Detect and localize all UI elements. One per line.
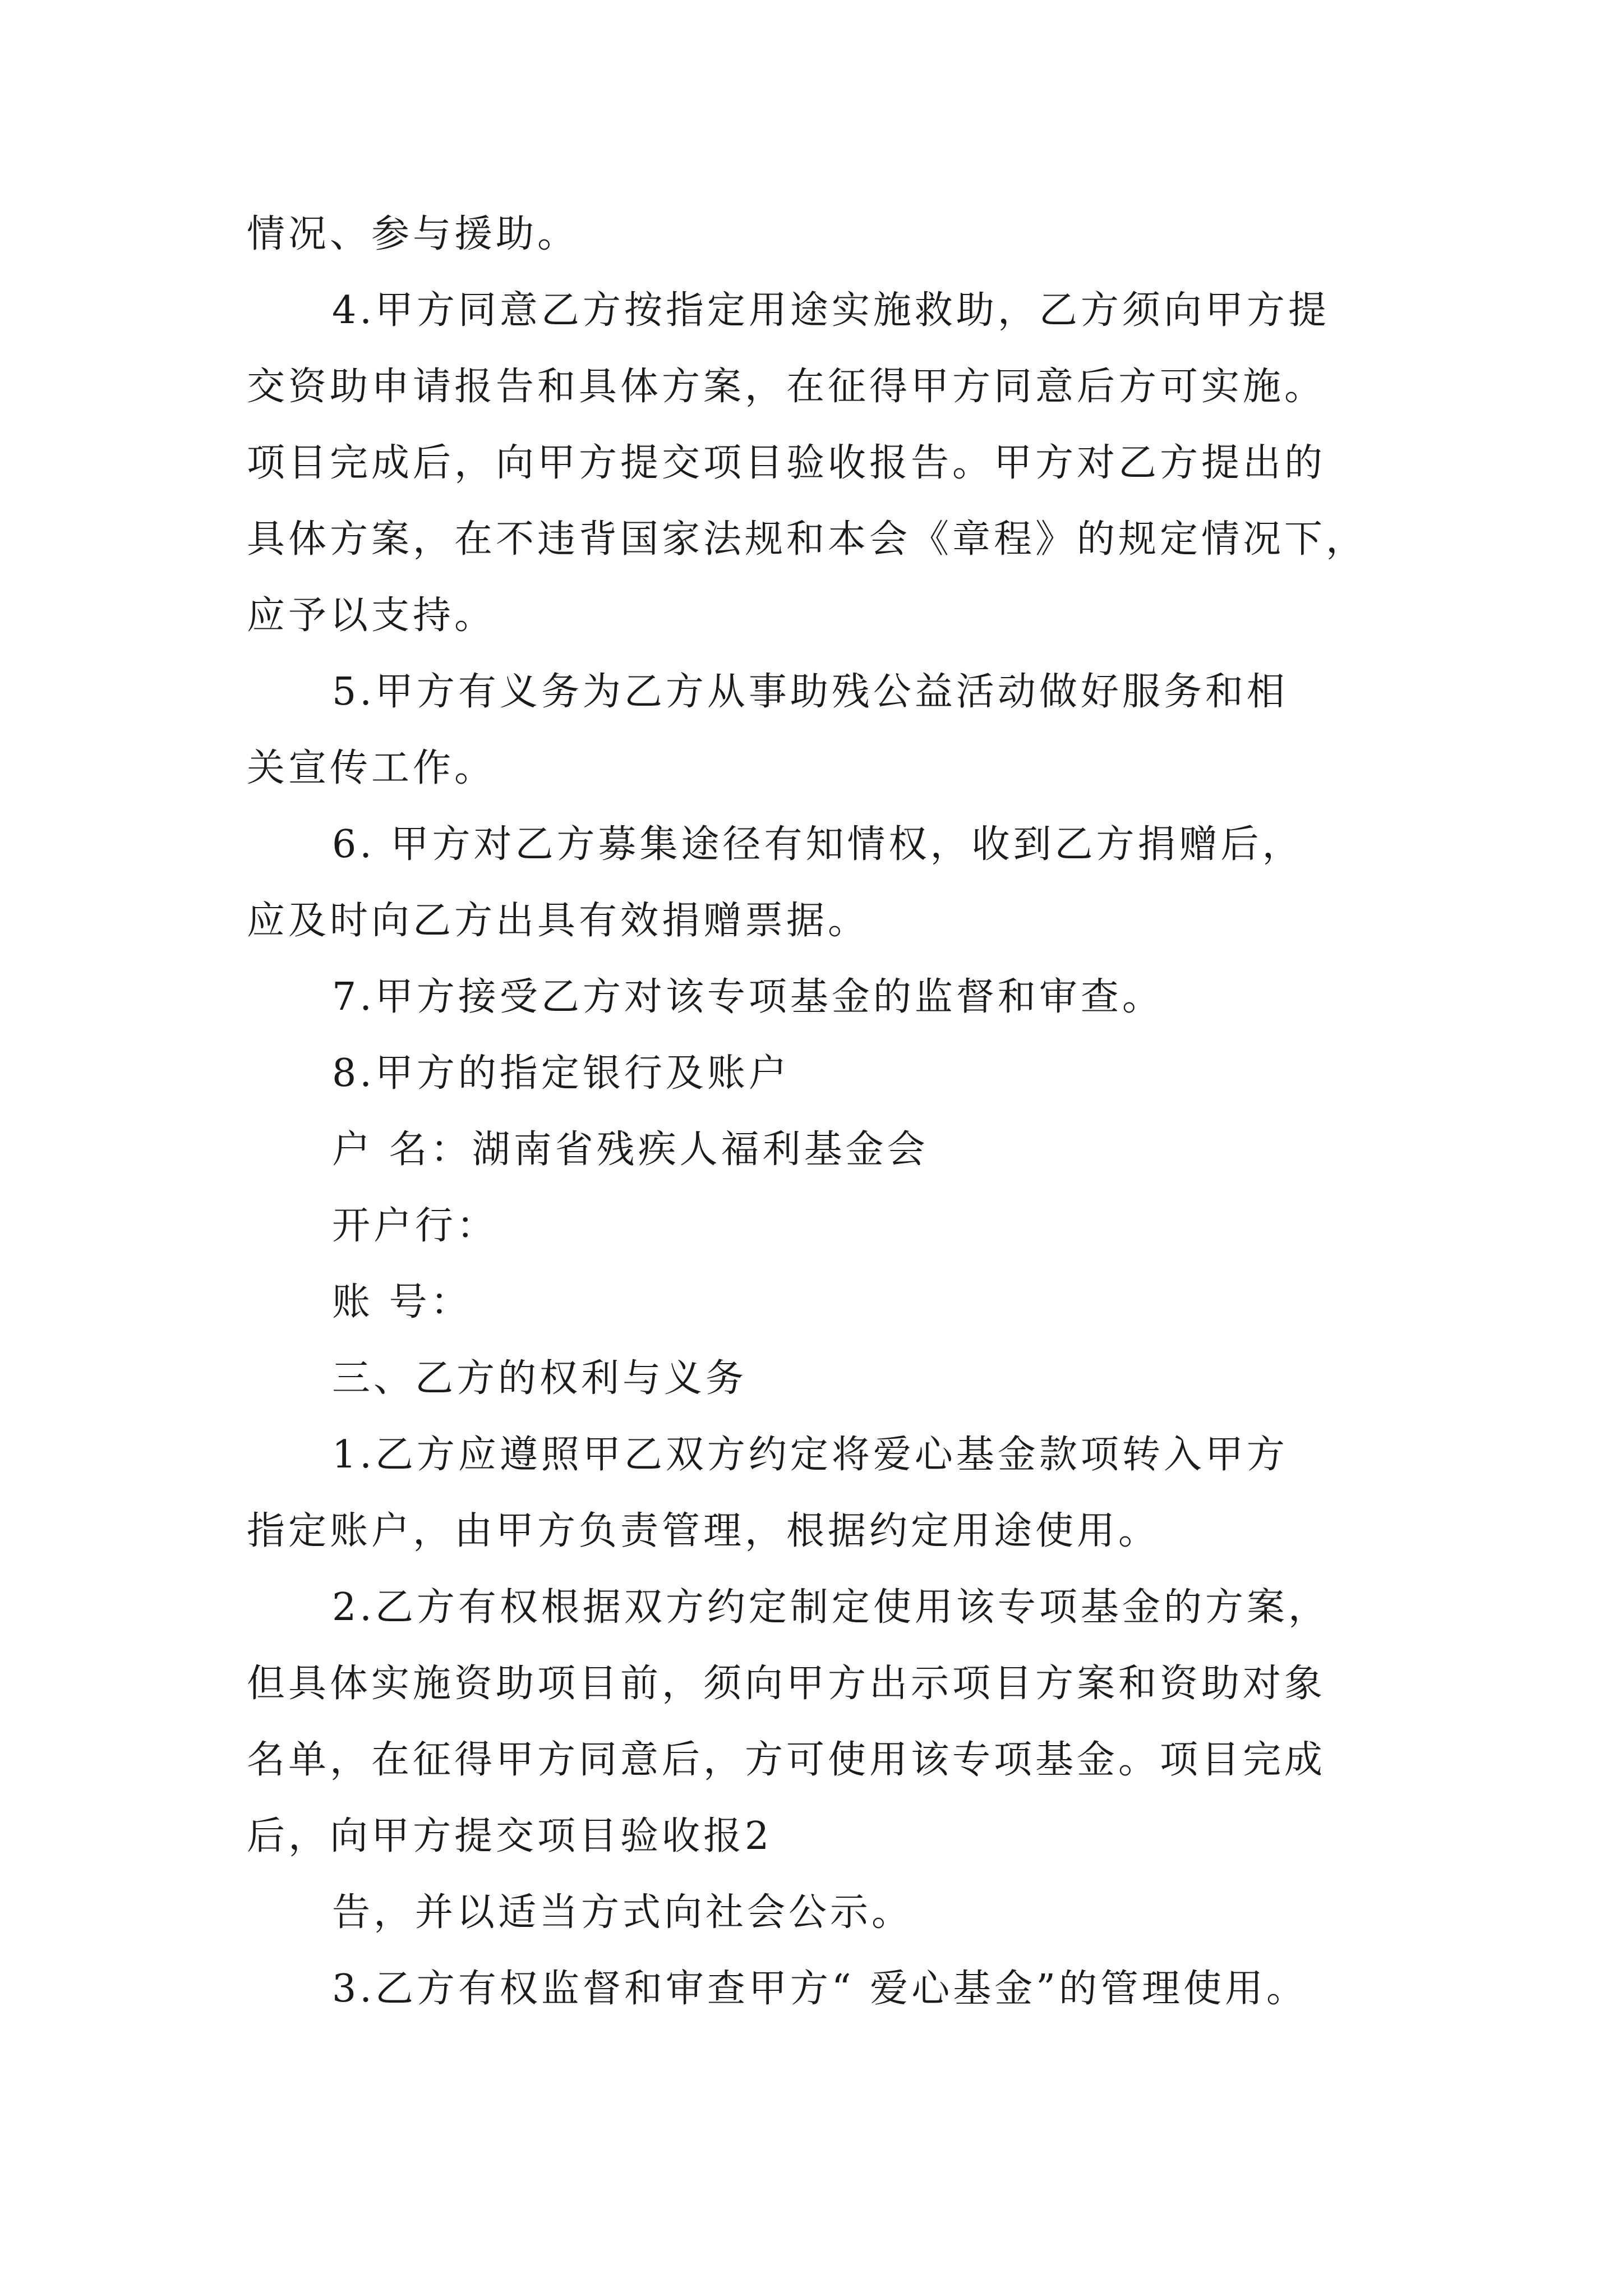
text-line: 但具体实施资助项目前，须向甲方出示项目方案和资助对象 — [247, 1662, 1326, 1706]
text-line: 8.甲方的指定银行及账户 — [332, 1051, 790, 1096]
text-line: 4.甲方同意乙方按指定用途实施救助，乙方须向甲方提 — [332, 288, 1330, 333]
text-line: 1.乙方应遵照甲乙双方约定将爱心基金款项转入甲方 — [332, 1433, 1288, 1477]
text-line: 告，并以适当方式向社会公示。 — [332, 1890, 914, 1935]
account-number-line: 账 号： — [332, 1280, 472, 1324]
text-line: 应予以支持。 — [247, 593, 496, 638]
document-body — [247, 196, 1402, 2027]
text-line: 指定账户，由甲方负责管理，根据约定用途使用。 — [247, 1509, 1160, 1553]
text-line: 项目完成后，向甲方提交项目验收报告。甲方对乙方提出的 — [247, 441, 1326, 485]
section-heading: 三、乙方的权利与义务 — [332, 1356, 748, 1401]
text-line: 关宣传工作。 — [247, 746, 496, 790]
text-line: 应及时向乙方出具有效捐赠票据。 — [247, 899, 870, 943]
text-line: 交资助申请报告和具体方案，在征得甲方同意后方可实施。 — [247, 365, 1326, 409]
text-line: 情况、参与援助。 — [247, 212, 579, 256]
bank-line: 开户行： — [332, 1204, 499, 1248]
text-line: 7.甲方接受乙方对该专项基金的监督和审查。 — [332, 975, 1164, 1019]
text-line: 2.乙方有权根据双方约定制定使用该专项基金的方案， — [332, 1585, 1330, 1630]
text-line: 3.乙方有权监督和审查甲方“ 爱心基金”的管理使用。 — [332, 1967, 1308, 2011]
text-line: 名单，在征得甲方同意后，方可使用该专项基金。项目完成 — [247, 1738, 1326, 1782]
text-line: 后，向甲方提交项目验收报2 — [247, 1814, 773, 1858]
text-line: 具体方案，在不违背国家法规和本会《章程》的规定情况下， — [247, 517, 1368, 562]
account-name-line: 户 名：湖南省残疾人福利基金会 — [332, 1128, 929, 1172]
text-line: 6. 甲方对乙方募集途径有知情权，收到乙方捐赠后， — [332, 822, 1304, 867]
text-line: 5.甲方有义务为乙方从事助残公益活动做好服务和相 — [332, 670, 1288, 714]
